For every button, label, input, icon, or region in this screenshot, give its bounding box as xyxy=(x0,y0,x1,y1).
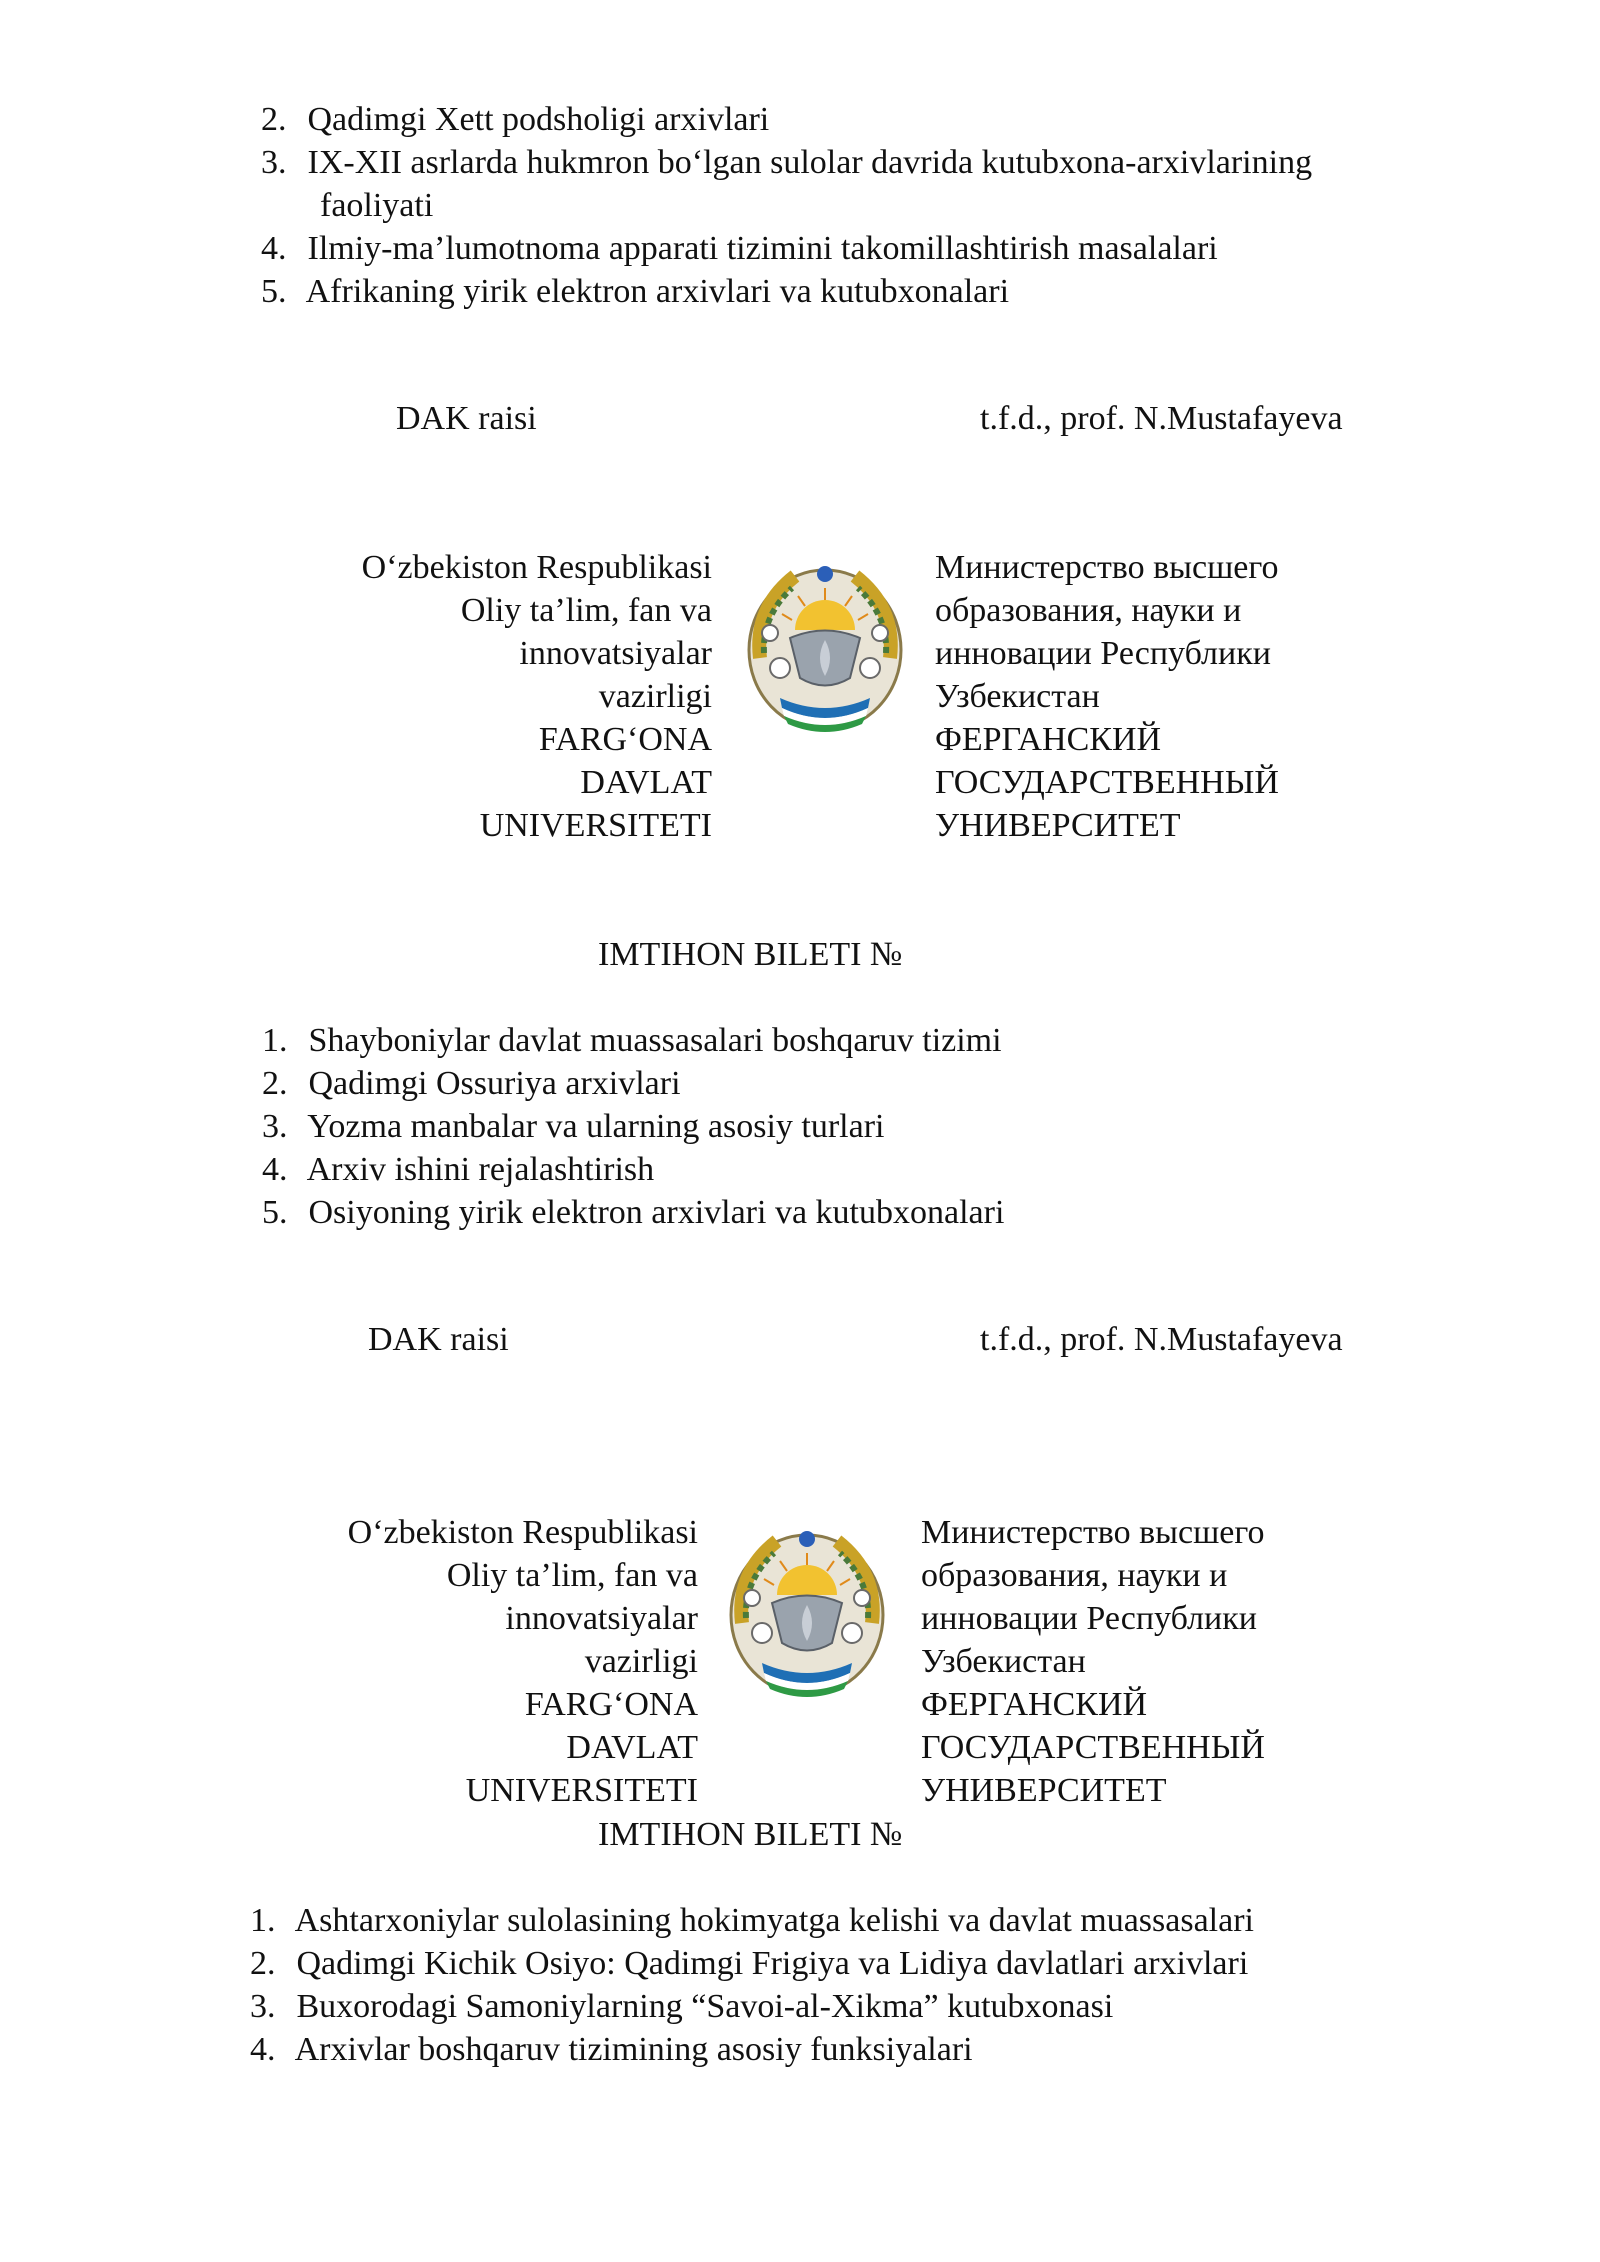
list-item: 2. Qadimgi Ossuriya arxivlari xyxy=(262,1065,681,1102)
header-left-uzbek: O‘zbekiston Respublikasi Oliy ta’lim, fan va innovatsiyalar vazirligi FARG‘ONA DAVLAT UNIVERSITETI xyxy=(347,1514,698,1809)
list-item: 1. Ashtarxoniylar sulolasining hokimyatga kelishi va davlat muassasalari xyxy=(250,1902,1254,1939)
signature-name: t.f.d., prof. N.Mustafayeva xyxy=(980,400,1343,437)
list-item: 5. Osiyoning yirik elektron arxivlari va kutubxonalari xyxy=(262,1194,1005,1231)
header-right-russian: Министерство высшего образования, науки и инновации Республики Узбекистан ФЕРГАНСКИЙ ГОСУДАРСТВЕННЫЙ УНИВЕРСИТЕТ xyxy=(935,549,1279,844)
list-item-continuation: faoliyati xyxy=(320,187,434,224)
ticket-title: IMTIHON BILETI № xyxy=(598,1816,903,1853)
top-question-list xyxy=(261,98,1312,313)
signature-role: DAK raisi xyxy=(396,400,537,437)
list-item: 4. Arxiv ishini rejalashtirish xyxy=(262,1151,655,1188)
signature-role: DAK raisi xyxy=(368,1321,509,1358)
list-item: 4. Ilmiy-ma’lumotnoma apparati tizimini takomillashtirish masalalari xyxy=(261,230,1218,267)
list-item: 2. Qadimgi Xett podsholigi arxivlari xyxy=(261,101,770,138)
state-emblem-icon xyxy=(722,1523,892,1699)
state-emblem-icon xyxy=(740,558,910,734)
list-item: 3. Buxorodagi Samoniylarning “Savoi-al-Xikma” kutubxonasi xyxy=(250,1988,1114,2025)
header-left-uzbek: O‘zbekiston Respublikasi Oliy ta’lim, fan va innovatsiyalar vazirligi FARG‘ONA DAVLAT UNIVERSITETI xyxy=(361,549,712,844)
header-right-russian: Министерство высшего образования, науки и инновации Республики Узбекистан ФЕРГАНСКИЙ ГОСУДАРСТВЕННЫЙ УНИВЕРСИТЕТ xyxy=(921,1514,1265,1809)
signature-name: t.f.d., prof. N.Mustafayeva xyxy=(980,1321,1343,1358)
ticket-title: IMTIHON BILETI № xyxy=(598,936,903,973)
ticket-question-list xyxy=(250,1899,1254,2071)
list-item: 2. Qadimgi Kichik Osiyo: Qadimgi Frigiya va Lidiya davlatlari arxivlari xyxy=(250,1945,1249,1982)
list-item: 5. Afrikaning yirik elektron arxivlari va kutubxonalari xyxy=(261,273,1010,310)
ticket-question-list xyxy=(262,1019,1004,1234)
list-item: 3. Yozma manbalar va ularning asosiy turlari xyxy=(262,1108,885,1145)
list-item: 1. Shayboniylar davlat muassasalari boshqaruv tizimi xyxy=(262,1022,1002,1059)
list-item: 3. IX-XII asrlarda hukmron bo‘lgan sulolar davrida kutubxona-arxivlarining xyxy=(261,144,1313,181)
list-item: 4. Arxivlar boshqaruv tizimining asosiy funksiyalari xyxy=(250,2031,973,2068)
